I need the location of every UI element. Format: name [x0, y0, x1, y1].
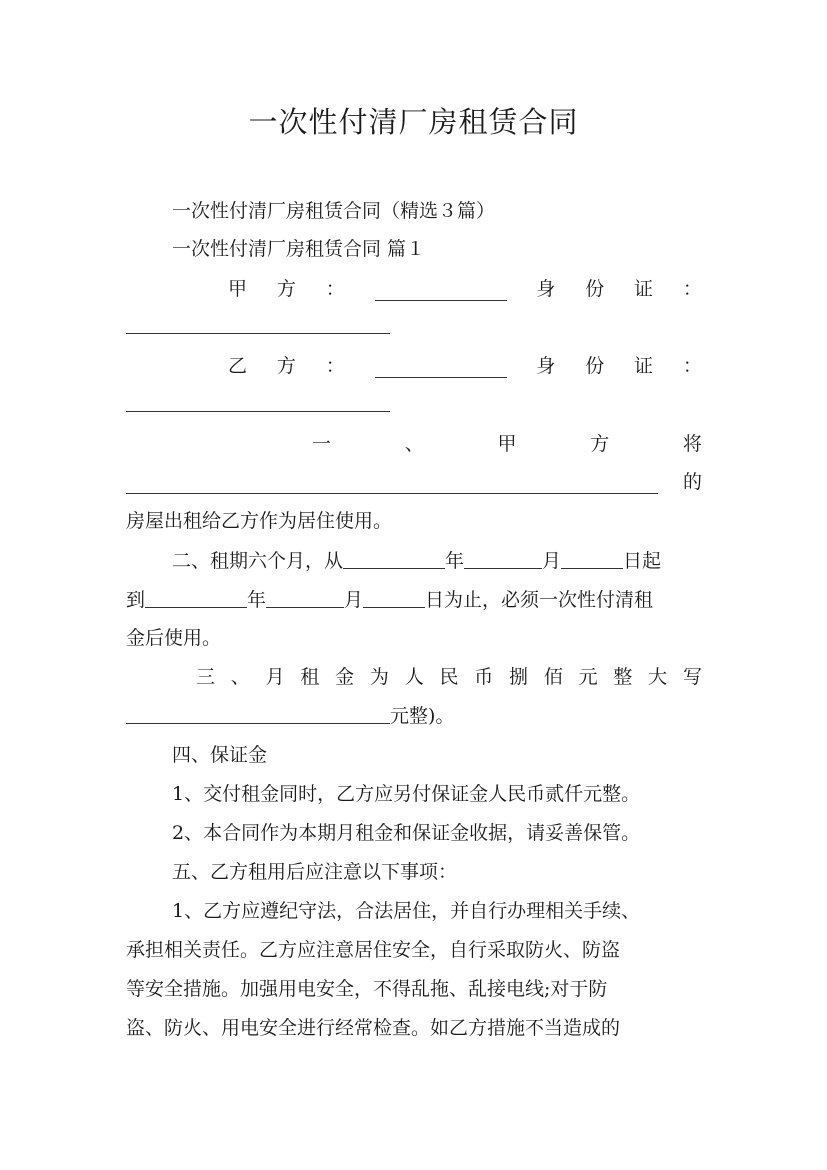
- party-b-id-char: 份: [585, 355, 605, 377]
- clause2-line1: 二、租期六个月，从 年 月 日起: [126, 543, 702, 579]
- party-b-char: ：: [325, 355, 345, 377]
- party-b-name-blank: [375, 355, 507, 378]
- party-b-id-char: 身: [536, 355, 556, 377]
- party-a-char: ：: [325, 278, 345, 300]
- party-b-id-blank: [126, 389, 390, 412]
- party-a-id-char: ：: [682, 278, 702, 300]
- start-year-blank: [343, 546, 445, 569]
- party-a-char: 甲: [228, 278, 248, 300]
- clause4-item2: 2、本合同作为本期月租金和保证金收据，请妥善保管。: [172, 822, 641, 844]
- clause1-property-blank: [126, 471, 658, 494]
- section-heading: 一次性付清厂房租赁合同 篇１: [172, 238, 426, 260]
- start-month-blank: [464, 546, 542, 569]
- clause1-blank-line: [126, 464, 702, 500]
- clause1-char: 、: [404, 433, 424, 455]
- party-b-id-line: [126, 386, 702, 422]
- clause2-line2: 到 年 月 日为止，必须一次性付清租: [126, 582, 702, 618]
- document-title: 一次性付清厂房租赁合同: [248, 105, 579, 139]
- clause2-line3: 金后使用。: [126, 627, 222, 649]
- clause1-char: 将: [682, 433, 702, 455]
- party-b-char: 乙: [228, 355, 248, 377]
- party-b-char: 方: [276, 355, 296, 377]
- clause3-line: 三 、 月 租 金 为 人 民 币 捌 佰 元 整 大 写: [196, 666, 702, 688]
- clause1-char: 一: [312, 433, 332, 455]
- party-b-id-char: ：: [682, 355, 702, 377]
- party-a-id-char: 身: [536, 278, 556, 300]
- party-b-line: [126, 348, 702, 384]
- clause4-item1: 1、交付租金同时，乙方应另付保证金人民币贰仟元整。: [172, 783, 641, 805]
- end-day-blank: [363, 585, 425, 608]
- clause5-heading: 五、乙方租用后应注意以下事项：: [172, 861, 458, 883]
- clause5-line: 承担相关责任。乙方应注意居住安全，自行采取防火、防盗: [126, 939, 621, 961]
- party-a-id-line: [126, 308, 702, 344]
- clause1-cont: 房屋出租给乙方作为居住使用。: [126, 510, 393, 532]
- party-a-char: 方: [276, 278, 296, 300]
- party-a-line: [126, 271, 702, 307]
- party-a-id-char: 份: [585, 278, 605, 300]
- party-b-id-char: 证: [634, 355, 654, 377]
- rent-amount-blank: [126, 701, 390, 724]
- clause3-amount-line: 元整)。: [126, 698, 702, 734]
- clause1-char: 方: [590, 433, 610, 455]
- party-a-id-blank: [126, 311, 390, 334]
- clause4-heading: 四、保证金: [172, 744, 268, 766]
- clause1-suffix: 的: [682, 471, 702, 493]
- clause5-line: 等安全措施。加强用电安全，不得乱拖、乱接电线;对于防: [126, 978, 608, 1000]
- party-a-name-blank: [375, 278, 507, 301]
- clause1-lead-line: [126, 426, 702, 462]
- end-month-blank: [266, 585, 344, 608]
- end-year-blank: [145, 585, 247, 608]
- party-a-id-char: 证: [634, 278, 654, 300]
- clause5-line: 盗、防火、用电安全进行经常检查。如乙方措施不当造成的: [126, 1017, 621, 1039]
- intro-line: 一次性付清厂房租赁合同（精选３篇）: [172, 200, 496, 222]
- start-day-blank: [561, 546, 623, 569]
- clause1-char: 甲: [497, 433, 517, 455]
- clause5-line: 1、乙方应遵纪守法，合法居住，并自行办理相关手续、: [172, 900, 641, 922]
